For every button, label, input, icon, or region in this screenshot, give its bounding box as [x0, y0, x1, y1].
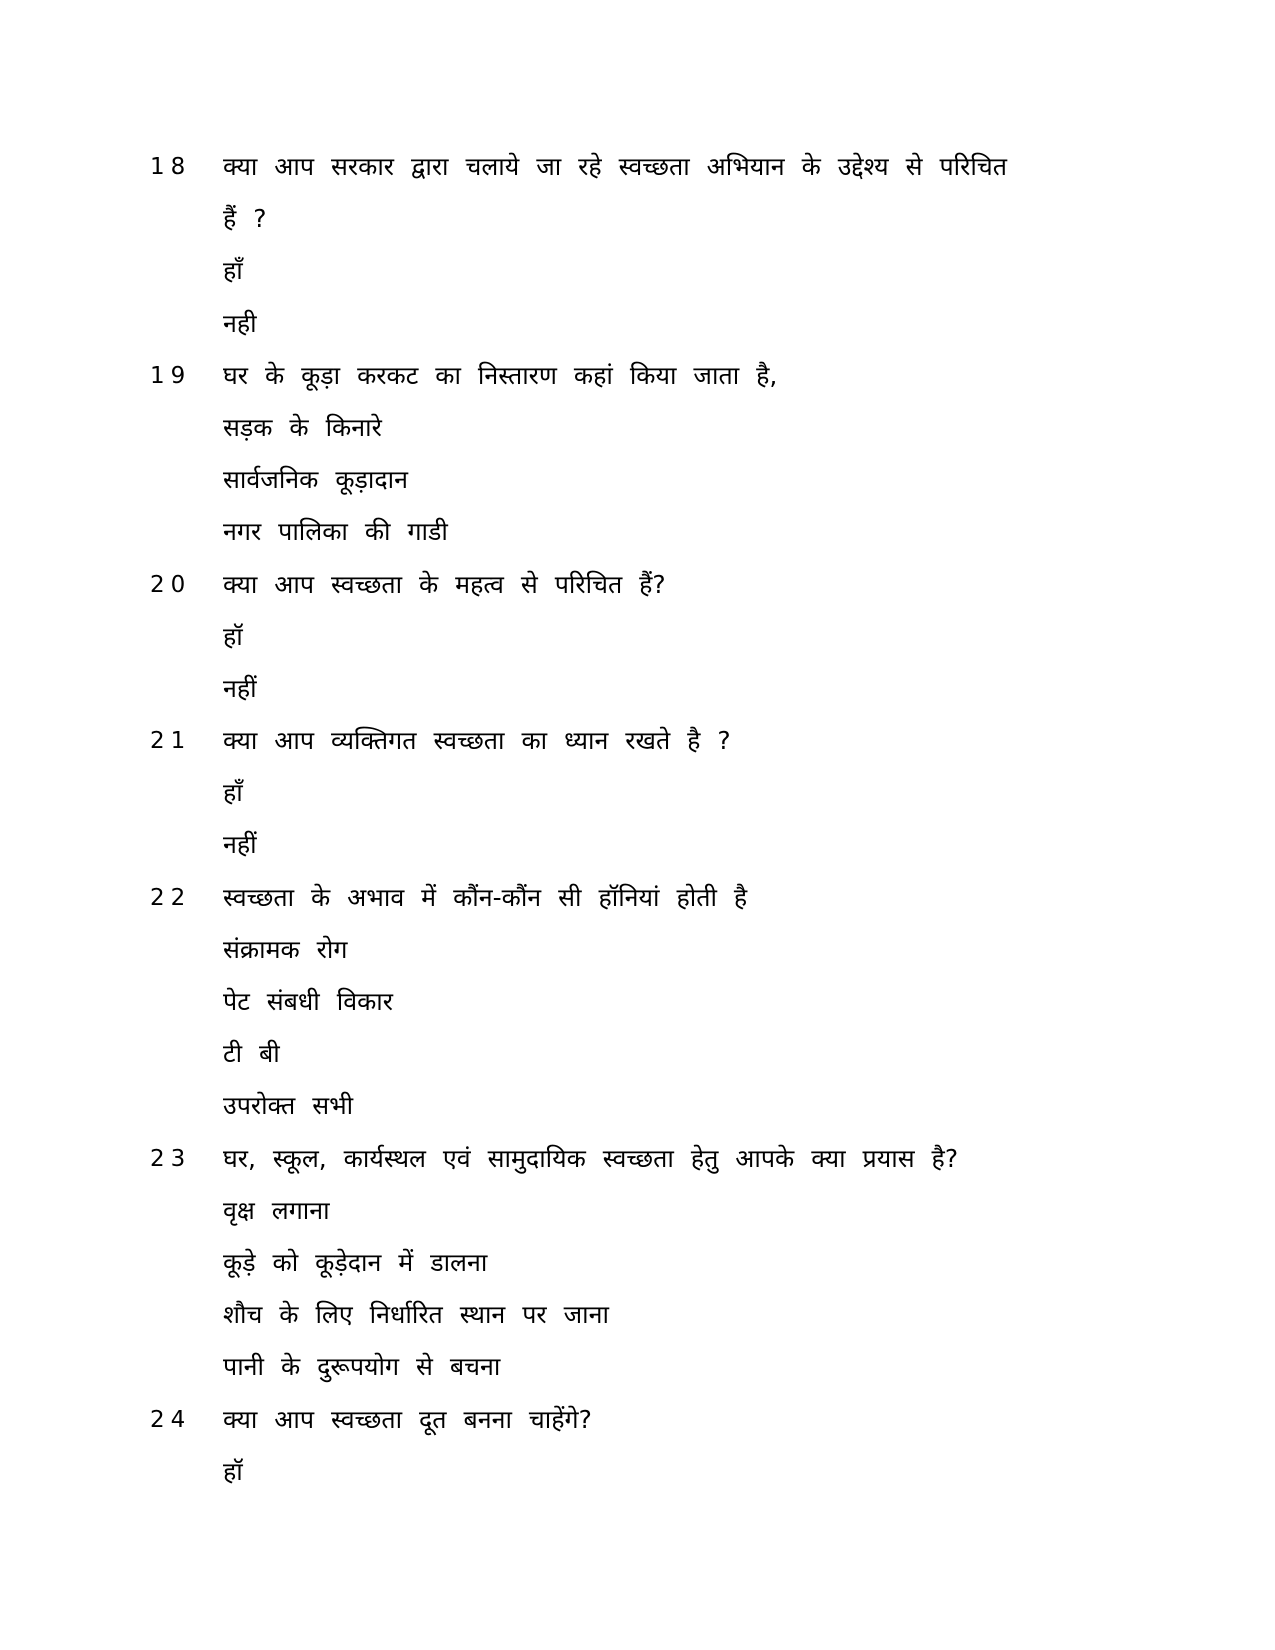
- question-text: क्या आप स्वच्छता दूत बनना चाहेंगे?: [223, 1404, 592, 1434]
- question-row: [150, 1394, 1150, 1446]
- question-text-continuation: हैं ?: [223, 204, 267, 234]
- question-row: [150, 1133, 1150, 1185]
- question-23: [150, 1133, 1150, 1394]
- question-19: [150, 350, 1150, 559]
- question-row: [150, 715, 1150, 767]
- answer-option: टी बी: [223, 1039, 280, 1069]
- answer-option: नही: [223, 308, 257, 338]
- question-list: [150, 141, 1150, 1498]
- answer-option: कूड़े को कूड़ेदान में डालना: [223, 1247, 488, 1277]
- question-number: 22: [150, 884, 192, 911]
- question-text: क्या आप व्यक्तिगत स्वच्छता का ध्यान रखते है ?: [223, 726, 731, 756]
- question-24: [150, 1394, 1150, 1498]
- answer-option: हॉ: [223, 1456, 243, 1486]
- question-row: [150, 559, 1150, 611]
- question-text: क्या आप सरकार द्वारा चलाये जा रहे स्वच्छता अभियान के उद्देश्य से परिचित: [223, 152, 1007, 181]
- answer-option: हाँ: [223, 256, 243, 286]
- answer-option: सड़क के किनारे: [223, 412, 382, 442]
- answer-option: सार्वजनिक कूड़ादान: [223, 465, 408, 495]
- question-number: 18: [150, 154, 192, 180]
- question-21: [150, 715, 1150, 872]
- answer-option: वृक्ष लगाना: [223, 1195, 330, 1225]
- answer-option: पेट संबधी विकार: [223, 987, 393, 1016]
- question-number: 21: [150, 728, 192, 755]
- question-row: [150, 872, 1150, 924]
- question-number: 19: [150, 362, 192, 389]
- question-20: [150, 559, 1150, 716]
- question-text: स्वच्छता के अभाव में कौंन-कौंन सी हॉनियां होती है: [223, 882, 748, 912]
- answer-option: हाँ: [223, 778, 243, 808]
- question-text: घर के कूड़ा करकट का निस्तारण कहां किया जाता है,: [223, 360, 778, 390]
- answer-option: नहीं: [223, 673, 257, 703]
- answer-option: नहीं: [223, 830, 257, 860]
- answer-option: नगर पालिका की गाडी: [223, 517, 448, 547]
- answer-option: हॉ: [223, 621, 243, 651]
- answer-option: संक्रामक रोग: [223, 934, 348, 964]
- question-text: क्या आप स्वच्छता के महत्व से परिचित हैं?: [223, 569, 666, 599]
- question-number: 20: [150, 571, 192, 598]
- answer-option: पानी के दुरूपयोग से बचना: [223, 1352, 501, 1382]
- question-number: 24: [150, 1406, 192, 1433]
- question-22: [150, 872, 1150, 1133]
- question-row: [150, 350, 1150, 402]
- question-number: 23: [150, 1145, 192, 1172]
- question-row: [150, 141, 1150, 193]
- answer-option: उपरोक्त सभी: [223, 1091, 354, 1121]
- question-18: [150, 141, 1150, 350]
- question-text: घर, स्कूल, कार्यस्थल एवं सामुदायिक स्वच्छता हेतु आपके क्या प्रयास है?: [223, 1143, 959, 1173]
- answer-option: शौच के लिए निर्धारित स्थान पर जाना: [223, 1300, 609, 1330]
